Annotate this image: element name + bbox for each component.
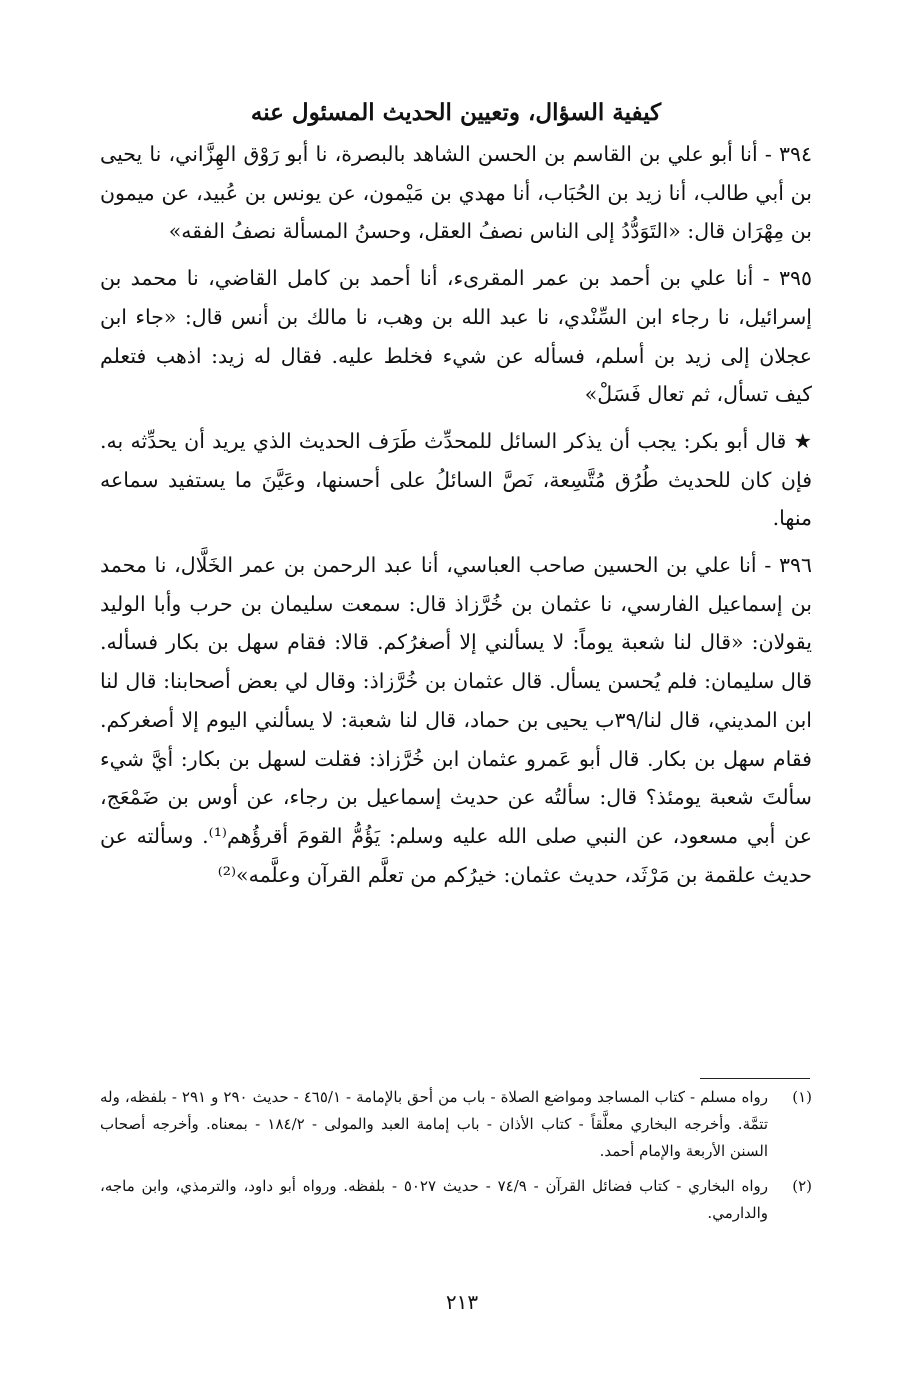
footnote-divider bbox=[700, 1078, 810, 1079]
footnote-text: رواه مسلم - كتاب المساجد ومواضع الصلاة - باب من أحق بالإمامة - ٤٦٥/١ - حديث ٢٩٠ و ٢٩١ - بلفظه، وله تتمَّة. وأخرجه البخاري معلَّقاً - كتاب الأذان - باب إمامة العبد والمولى - ١٨٤/٢ - بمعناه. وأخرجه أصحاب السنن الأربعة والإمام أحمد. bbox=[100, 1088, 768, 1160]
footnote-1 bbox=[100, 1084, 812, 1165]
page-number: ٢١٣ bbox=[445, 1290, 479, 1314]
footnote-2 bbox=[100, 1173, 812, 1227]
footnote-text: رواه البخاري - كتاب فضائل القرآن - ٧٤/٩ - حديث ٥٠٢٧ - بلفظه. ورواه أبو داود، والترمذي، وابن ماجه، والدارمي. bbox=[100, 1177, 768, 1222]
footnote-number: (٢) bbox=[792, 1177, 812, 1195]
hadith-395: ٣٩٥ - أنا علي بن أحمد بن عمر المقرىء، أنا أحمد بن كامل القاضي، نا محمد بن إسرائيل، نا رجاء ابن السِّنْدي، نا عبد الله بن وهب، نا مالك بن أنس قال: «جاء ابن عجلان إلى زيد بن أسلم، فسأله عن شيء فخلط عليه. فقال له زيد: اذهب فتعلم كيف تسأل، ثم تعال فَسَلْ» bbox=[100, 266, 812, 407]
author-note: ★ قال أبو بكر: يجب أن يذكر السائل للمحدِّث طَرَف الحديث الذي يريد أن يحدِّثه به. فإن كان للحديث طُرُق مُتَّسِعة، نَصَّ السائلُ على أحسنها، وعَيَّنَ ما يستفيد سماعه منها. bbox=[100, 428, 812, 531]
footnote-number: (١) bbox=[792, 1088, 812, 1106]
footnotes bbox=[100, 1084, 812, 1235]
hadith-394: ٣٩٤ - أنا أبو علي بن القاسم بن الحسن الشاهد بالبصرة، نا أبو رَوْق الهِزَّاني، نا يحيى بن أبي طالب، أنا زيد بن الحُبَاب، أنا مهدي بن مَيْمون، عن يونس بن عُبيد، عن ميمون بن مِهْرَان قال: «التَوَدُّدُ إلى الناس نصفُ العقل، وحسنُ المسألة نصفُ الفقه» bbox=[100, 142, 812, 244]
hadith-396: ٣٩٦ - أنا علي بن الحسين صاحب العباسي، أنا عبد الرحمن بن عمر الخَلَّال، نا محمد بن إسماعيل الفارسي، نا عثمان بن خُرَّزاذ قال: سمعت سليمان بن حرب وأبا الوليد يقولان: «قال لنا شعبة يوماً: لا يسألني إلا أصغرُكم. قالا: فقام سهل بن بكار فسأله. قال سليمان: فلم يُحسن يسأل. قال عثمان بن خُرَّزاذ: وقال لي بعض أصحابنا: قال لنا ابن المديني، قال لنا/٣٩ب يحيى بن حماد، قال لنا شعبة: لا يسألني اليوم إلا أصغركم. فقام سهل بن بكار. قال أبو عَمرو عثمان ابن خُرَّزاذ: فقلت لسهل بن بكار: أيَّ شيء سألتَ شعبة يومئذ؟ قال: سألتُه عن حديث إسماعيل بن رجاء، عن أوس بن ضَمْعَج، عن أبي مسعود، عن النبي صلى الله عليه وسلم: يَؤُمُّ القومَ أقرؤُهم⁽¹⁾. وسألته عن حديث علقمة بن مَرْثَد، حديث عثمان: خيرُكم من تعلَّم القرآن وعلَّمه»⁽²⁾ bbox=[100, 553, 812, 887]
section-heading: كيفية السؤال، وتعيين الحديث المسئول عنه bbox=[250, 99, 662, 126]
page-body bbox=[100, 95, 812, 894]
